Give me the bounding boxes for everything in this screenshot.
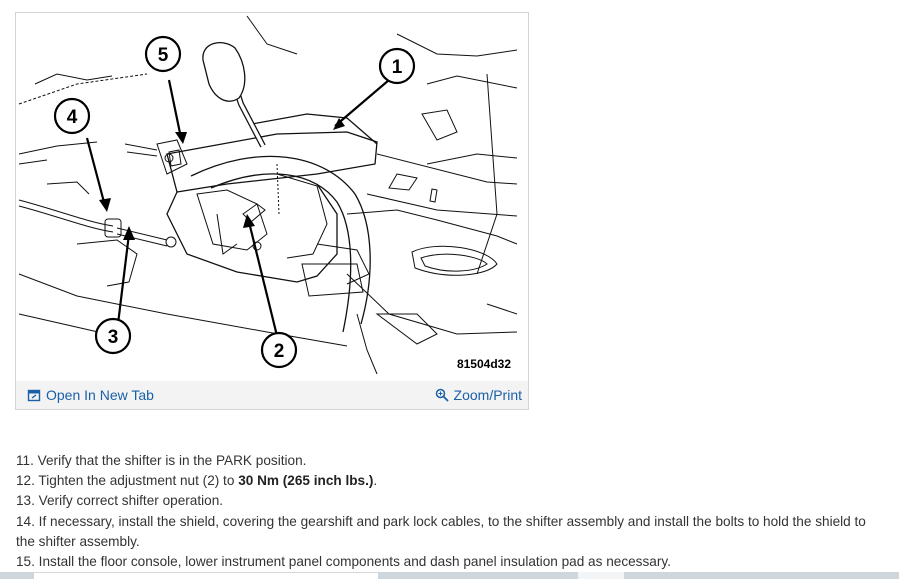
figure-panel — [15, 12, 529, 410]
torque-spec: 30 Nm (265 inch lbs.) — [238, 473, 374, 489]
svg-text:3: 3 — [107, 327, 119, 348]
diagram-code: 81504d32 — [456, 357, 511, 371]
open-in-new-tab-link[interactable] — [27, 387, 154, 403]
bottom-scroll-strip — [0, 572, 899, 579]
procedure-steps — [16, 451, 886, 572]
magnifier-icon — [435, 388, 449, 402]
zoom-print-link[interactable] — [435, 387, 522, 403]
svg-text:4: 4 — [66, 107, 78, 128]
svg-text:2: 2 — [273, 341, 285, 362]
step-15: 15. Install the floor console, lower instrument panel components and dash panel insulation pad as necessary. — [16, 554, 671, 570]
step-12: 12. Tighten the adjustment nut (2) to 30 Nm (265 inch lbs.). — [16, 473, 378, 489]
zoom-print-label: Zoom/Print — [453, 387, 522, 403]
step-13: 13. Verify correct shifter operation. — [16, 493, 224, 509]
callout-2 — [262, 333, 296, 367]
callout-1 — [380, 49, 414, 83]
shifter-diagram — [17, 14, 527, 384]
external-window-icon — [27, 388, 41, 402]
callout-3 — [96, 319, 130, 353]
callout-5 — [146, 37, 180, 71]
svg-text:1: 1 — [391, 57, 403, 78]
figure-toolbar — [16, 381, 528, 409]
callout-4 — [55, 99, 89, 133]
step-14: 14. If necessary, install the shield, covering the gearshift and park lock cables, to the shifter assembly and install the bolts to hold the shield to the shifter assembly. — [16, 513, 866, 549]
open-in-new-tab-label: Open In New Tab — [46, 387, 154, 403]
svg-text:5: 5 — [157, 45, 169, 66]
step-11: 11. Verify that the shifter is in the PARK position. — [16, 453, 307, 468]
